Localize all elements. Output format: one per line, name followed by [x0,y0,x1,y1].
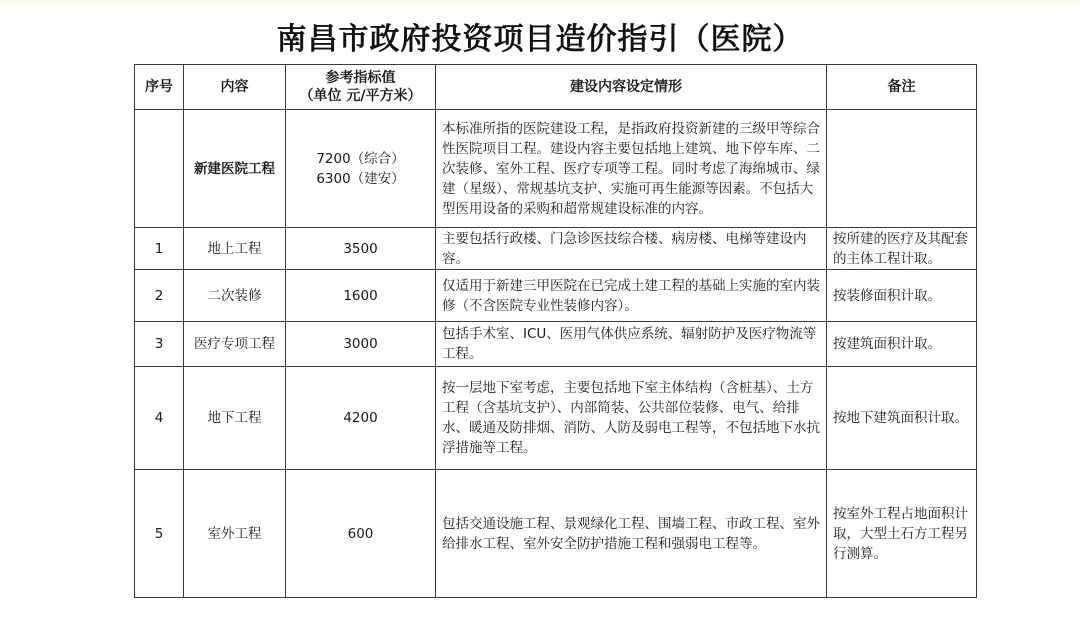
summary-remark [827,110,977,228]
header-description: 建设内容设定情形 [436,65,827,110]
row-index: 1 [135,228,184,270]
row-index: 5 [135,470,184,598]
header-indicator-line1: 参考指标值 [325,70,396,86]
table-row [135,322,977,367]
header-row [135,65,977,110]
table-row [135,228,977,270]
row-remark: 按装修面积计取。 [827,270,977,322]
cost-guide-table [134,64,977,598]
row-remark: 按地下建筑面积计取。 [827,367,977,470]
row-content: 地下工程 [184,367,286,470]
header-remark: 备注 [827,65,977,110]
row-index: 2 [135,270,184,322]
row-index: 4 [135,367,184,470]
table-row [135,270,977,322]
row-indicator: 1600 [286,270,436,322]
summary-indicator-line1: 7200（综合） [316,150,405,167]
table-row [135,470,977,598]
row-description: 仅适用于新建三甲医院在已完成土建工程的基础上实施的室内装修（不含医院专业性装修内容）。 [436,270,827,322]
row-description: 包括手术室、ICU、医用气体供应系统、辐射防护及医疗物流等工程。 [436,322,827,367]
summary-row [135,110,977,228]
header-content: 内容 [184,65,286,110]
row-content: 二次装修 [184,270,286,322]
document-title: 南昌市政府投资项目造价指引（医院） [276,22,804,57]
summary-indicator [286,110,436,228]
row-remark: 按室外工程占地面积计取，大型土石方工程另行测算。 [827,470,977,598]
row-remark: 按所建的医疗及其配套的主体工程计取。 [827,228,977,270]
summary-description: 本标准所指的医院建设工程，是指政府投资新建的三级甲等综合性医院项目工程。建设内容主要包括地上建筑、地下停车库、二次装修、室外工程、医疗专项等工程。同时考虑了海绵城市、绿建（星级）、常规基坑支护、实施可再生能源等因素。不包括大型医用设备的采购和超常规建设标准的内容。 [436,110,827,228]
row-content: 地上工程 [184,228,286,270]
summary-index [135,110,184,228]
header-indicator-line2: （单位 元/平方米） [299,88,422,104]
table-row [135,367,977,470]
row-description: 包括交通设施工程、景观绿化工程、围墙工程、市政工程、室外给排水工程、室外安全防护措施工程和强弱电工程等。 [436,470,827,598]
row-indicator: 600 [286,470,436,598]
summary-content: 新建医院工程 [184,110,286,228]
row-description: 主要包括行政楼、门急诊医技综合楼、病房楼、电梯等建设内容。 [436,228,827,270]
header-indicator [286,65,436,110]
row-content: 医疗专项工程 [184,322,286,367]
row-content: 室外工程 [184,470,286,598]
row-remark: 按建筑面积计取。 [827,322,977,367]
summary-indicator-line2: 6300（建安） [316,170,405,187]
row-indicator: 3000 [286,322,436,367]
row-indicator: 4200 [286,367,436,470]
row-index: 3 [135,322,184,367]
header-index: 序号 [135,65,184,110]
row-description: 按一层地下室考虑，主要包括地下室主体结构（含桩基）、土方工程（含基坑支护）、内部简装、公共部位装修、电气、给排水、暖通及防排烟、消防、人防及弱电工程等，不包括地下水抗浮措施等工程。 [436,367,827,470]
scan-edge-tint [0,0,1080,8]
row-indicator: 3500 [286,228,436,270]
